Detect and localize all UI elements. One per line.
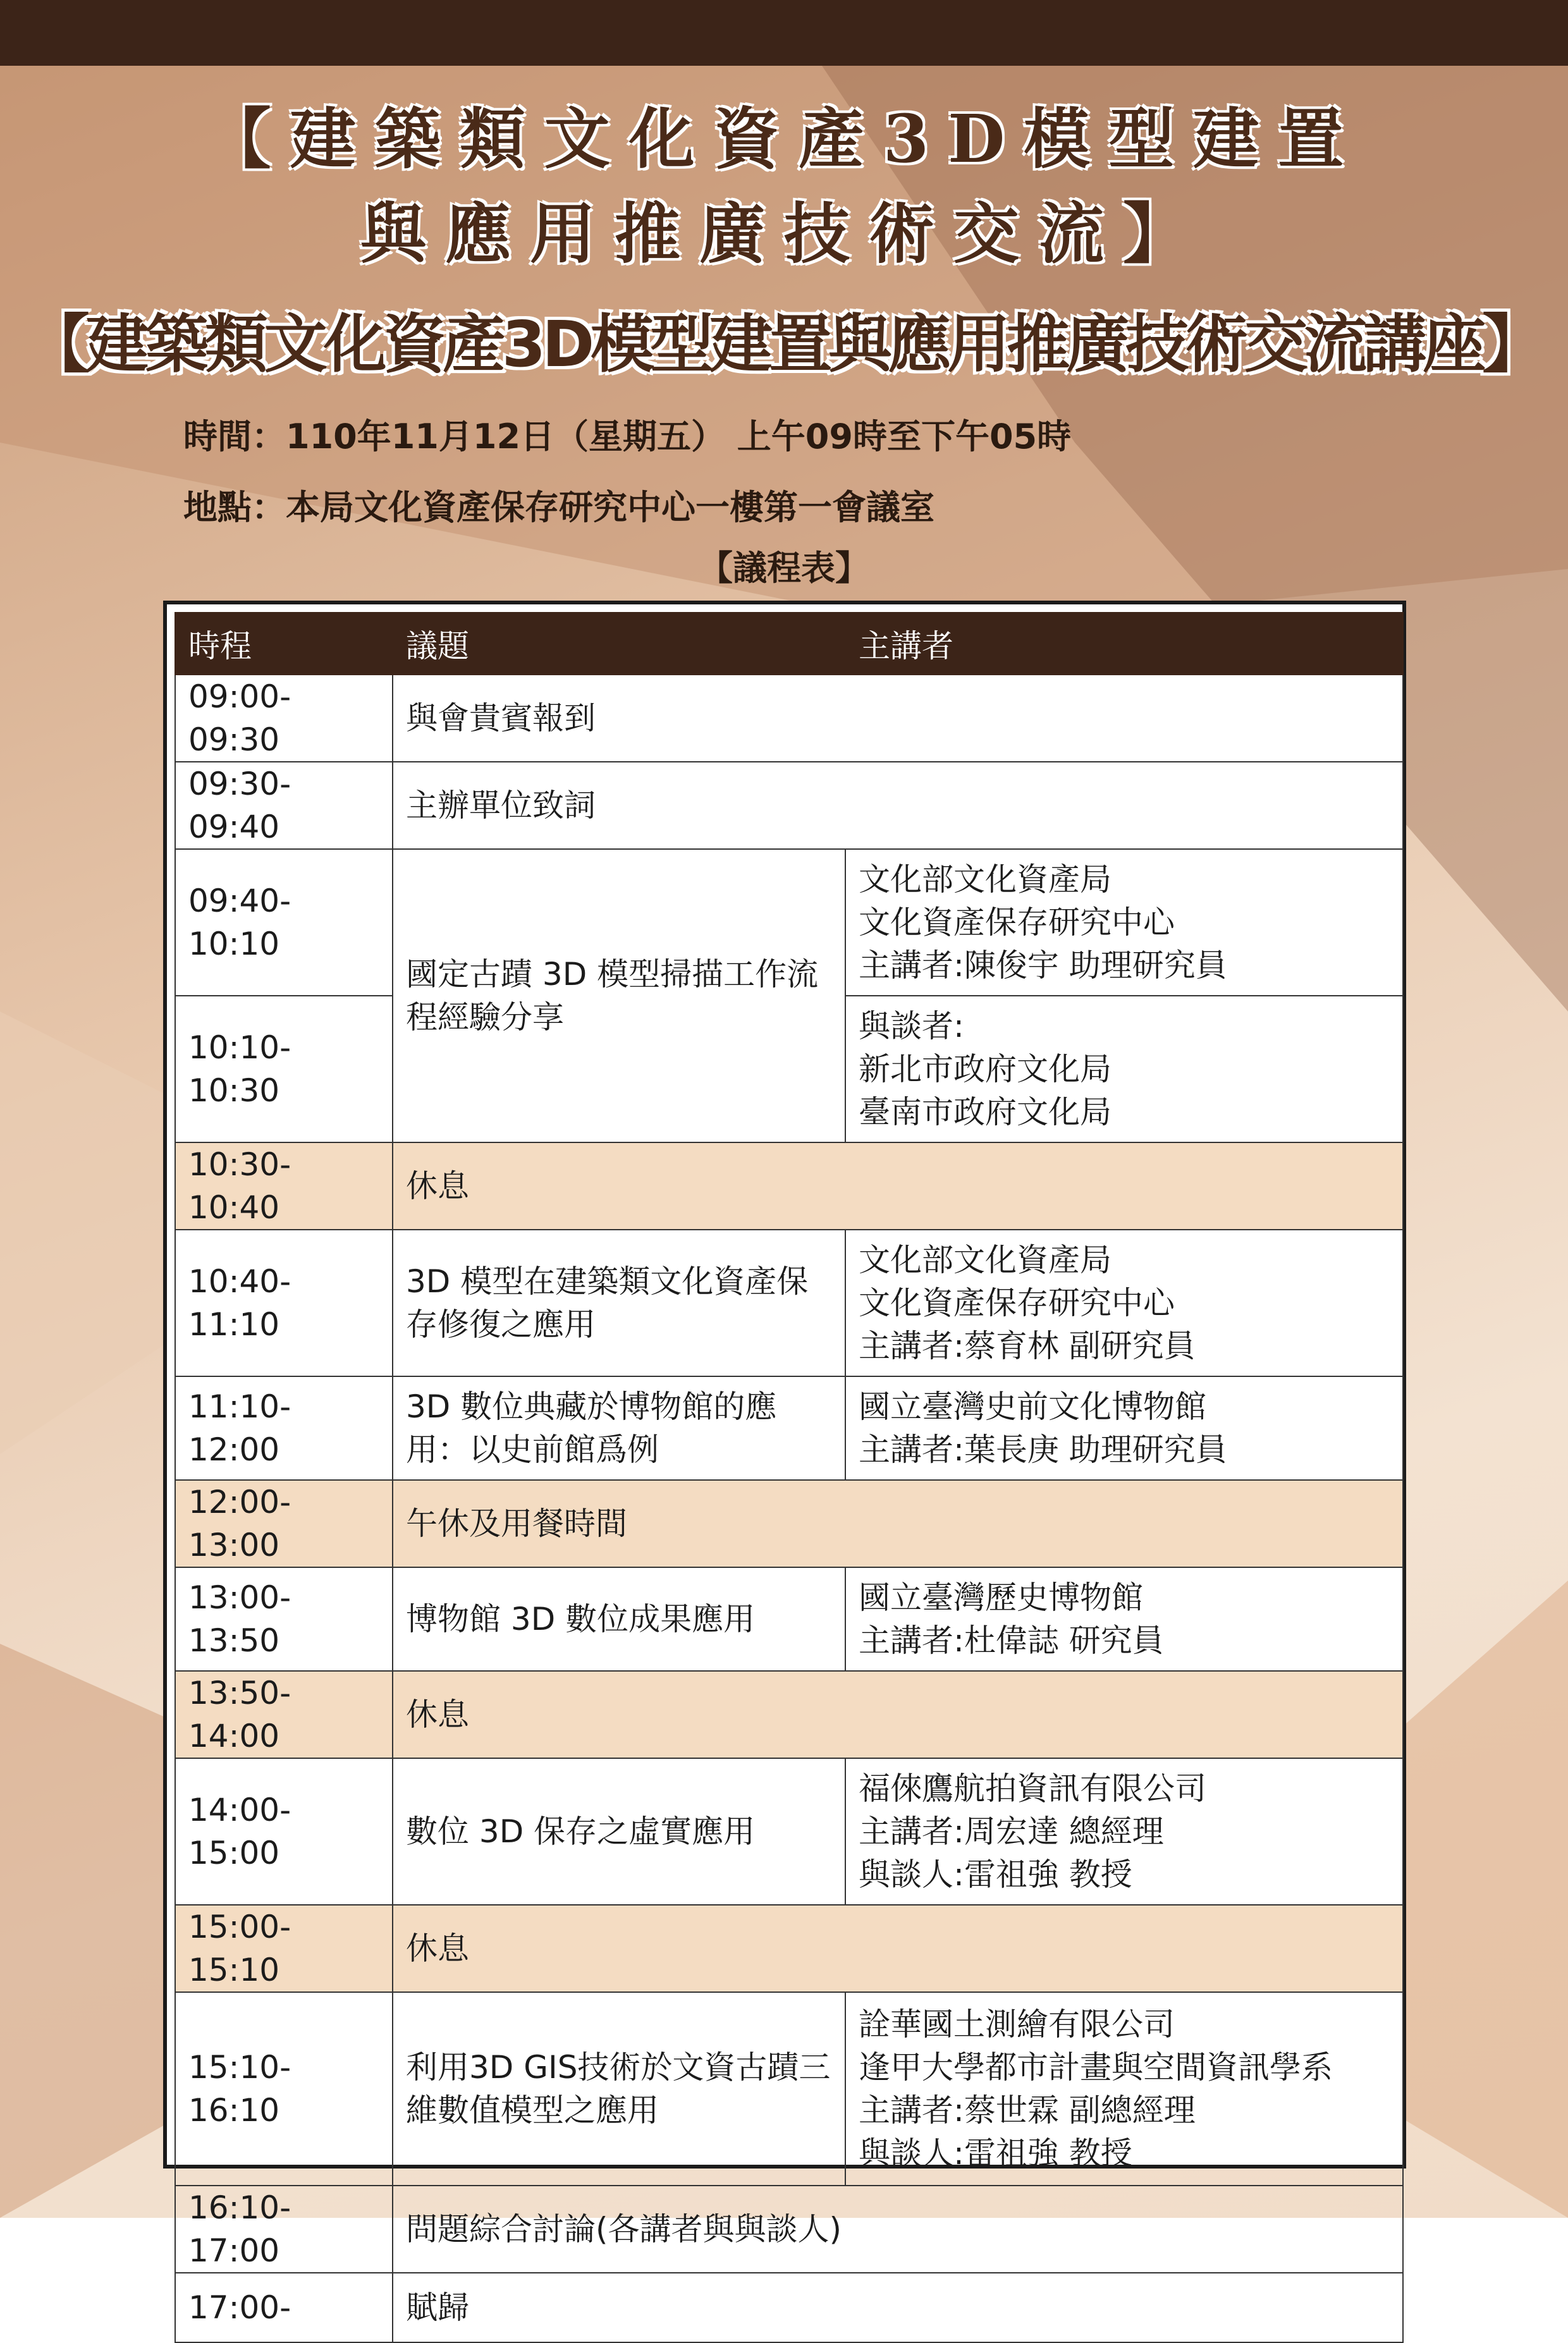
event-time: 時間：110年11月12日（星期五） 上午09時至下午05時 <box>183 417 1072 456</box>
row-time: 16:10-17:00 <box>175 2186 393 2273</box>
speaker-line: 主講者:蔡育林 副研究員 <box>859 1328 1196 1364</box>
row-time: 15:00-15:10 <box>175 1905 393 1992</box>
speaker-line: 臺南市政府文化局 <box>859 1094 1112 1130</box>
break-row <box>175 1142 1403 1230</box>
table-row <box>175 762 1403 849</box>
break-row <box>175 1905 1403 1992</box>
table-row <box>175 1230 1403 1376</box>
table-row <box>175 2273 1403 2342</box>
row-time: 15:10-16:10 <box>175 1992 393 2186</box>
row-speaker <box>845 1230 1403 1376</box>
row-time: 14:00-15:00 <box>175 1758 393 1905</box>
agenda-title: 【議程表】 <box>699 548 869 588</box>
row-speaker <box>845 849 1403 996</box>
break-row <box>175 1671 1403 1758</box>
row-topic: 午休及用餐時間 <box>393 1480 1403 1567</box>
row-speaker <box>845 1758 1403 1905</box>
row-time: 13:00-13:50 <box>175 1567 393 1671</box>
row-time: 10:40-11:10 <box>175 1230 393 1376</box>
row-topic: 主辦單位致詞 <box>393 762 1403 849</box>
row-time: 12:00-13:00 <box>175 1480 393 1567</box>
speaker-line: 文化資產保存研究中心 <box>859 904 1175 941</box>
speaker-line: 文化資產保存研究中心 <box>859 1285 1175 1321</box>
speaker-line: 文化部文化資產局 <box>859 1242 1112 1278</box>
row-time: 09:40-10:10 <box>175 849 393 996</box>
speaker-line: 與談人:雷祖強 教授 <box>859 1856 1132 1893</box>
row-topic: 休息 <box>393 1905 1403 1992</box>
header-speaker: 主講者 <box>845 613 1403 675</box>
row-topic: 休息 <box>393 1142 1403 1230</box>
speaker-line: 主講者:陳俊宇 助理研究員 <box>859 947 1227 984</box>
row-speaker <box>845 1376 1403 1480</box>
row-topic: 問題綜合討論(各講者與與談人) <box>393 2186 1403 2273</box>
row-topic: 博物館 3D 數位成果應用 <box>393 1567 845 1671</box>
row-time: 09:00-09:30 <box>175 675 393 762</box>
speaker-line: 詮華國土測繪有限公司 <box>859 2006 1175 2043</box>
table-row <box>175 1758 1403 1905</box>
row-time: 10:10-10:30 <box>175 996 393 1142</box>
speaker-line: 主講者:葉長庚 助理研究員 <box>859 1431 1227 1468</box>
row-speaker <box>845 1992 1403 2186</box>
table-row <box>175 2186 1403 2273</box>
header-topic: 議題 <box>393 613 845 675</box>
title-line-3: 【建築類文化資產3D模型建置與應用推廣技術交流講座】 <box>26 307 1542 381</box>
table-row <box>175 1992 1403 2186</box>
agenda-table <box>175 612 1404 2343</box>
speaker-line: 與談者: <box>859 1008 964 1044</box>
row-topic: 與會貴賓報到 <box>393 675 1403 762</box>
row-time: 11:10-12:00 <box>175 1376 393 1480</box>
row-topic: 國定古蹟 3D 模型掃描工作流程經驗分享 <box>393 849 845 1142</box>
row-speaker <box>845 1567 1403 1671</box>
table-row <box>175 1376 1403 1480</box>
row-topic: 數位 3D 保存之虛實應用 <box>393 1758 845 1905</box>
table-row <box>175 849 1403 996</box>
top-bar <box>0 0 1568 66</box>
speaker-line: 福倈鷹航拍資訊有限公司 <box>859 1770 1206 1807</box>
row-time: 10:30-10:40 <box>175 1142 393 1230</box>
speaker-line: 逢甲大學都市計畫與空間資訊學系 <box>859 2049 1333 2086</box>
row-time: 17:00- <box>175 2273 393 2342</box>
agenda-table-frame <box>163 601 1406 2326</box>
header-time: 時程 <box>175 613 393 675</box>
speaker-line: 國立臺灣歷史博物館 <box>859 1579 1143 1616</box>
table-row <box>175 1567 1403 1671</box>
row-topic: 賦歸 <box>393 2273 1403 2342</box>
break-row <box>175 1480 1403 1567</box>
speaker-line: 新北市政府文化局 <box>859 1051 1112 1087</box>
row-topic: 3D 數位典藏於博物館的應用：以史前館爲例 <box>393 1376 845 1480</box>
title-line-2: 與應用推廣技術交流】 <box>360 195 1208 272</box>
speaker-line: 與談人:雷祖強 教授 <box>859 2135 1132 2172</box>
speaker-line: 主講者:周宏達 總經理 <box>859 1813 1164 1850</box>
row-speaker <box>845 996 1403 1142</box>
row-topic: 休息 <box>393 1671 1403 1758</box>
table-header-row <box>175 613 1403 675</box>
speaker-line: 文化部文化資產局 <box>859 861 1112 898</box>
table-row <box>175 675 1403 762</box>
row-time: 13:50-14:00 <box>175 1671 393 1758</box>
speaker-line: 主講者:蔡世霖 副總經理 <box>859 2092 1196 2129</box>
speaker-line: 主講者:杜偉誌 研究員 <box>859 1622 1164 1659</box>
title-line-1: 【建築類文化資產3D模型建置 <box>205 100 1363 178</box>
speaker-line: 國立臺灣史前文化博物館 <box>859 1388 1206 1425</box>
event-place: 地點：本局文化資產保存研究中心一樓第一會議室 <box>183 487 934 527</box>
row-time: 09:30-09:40 <box>175 762 393 849</box>
row-topic: 利用3D GIS技術於文資古蹟三維數值模型之應用 <box>393 1992 845 2186</box>
row-topic: 3D 模型在建築類文化資產保存修復之應用 <box>393 1230 845 1376</box>
